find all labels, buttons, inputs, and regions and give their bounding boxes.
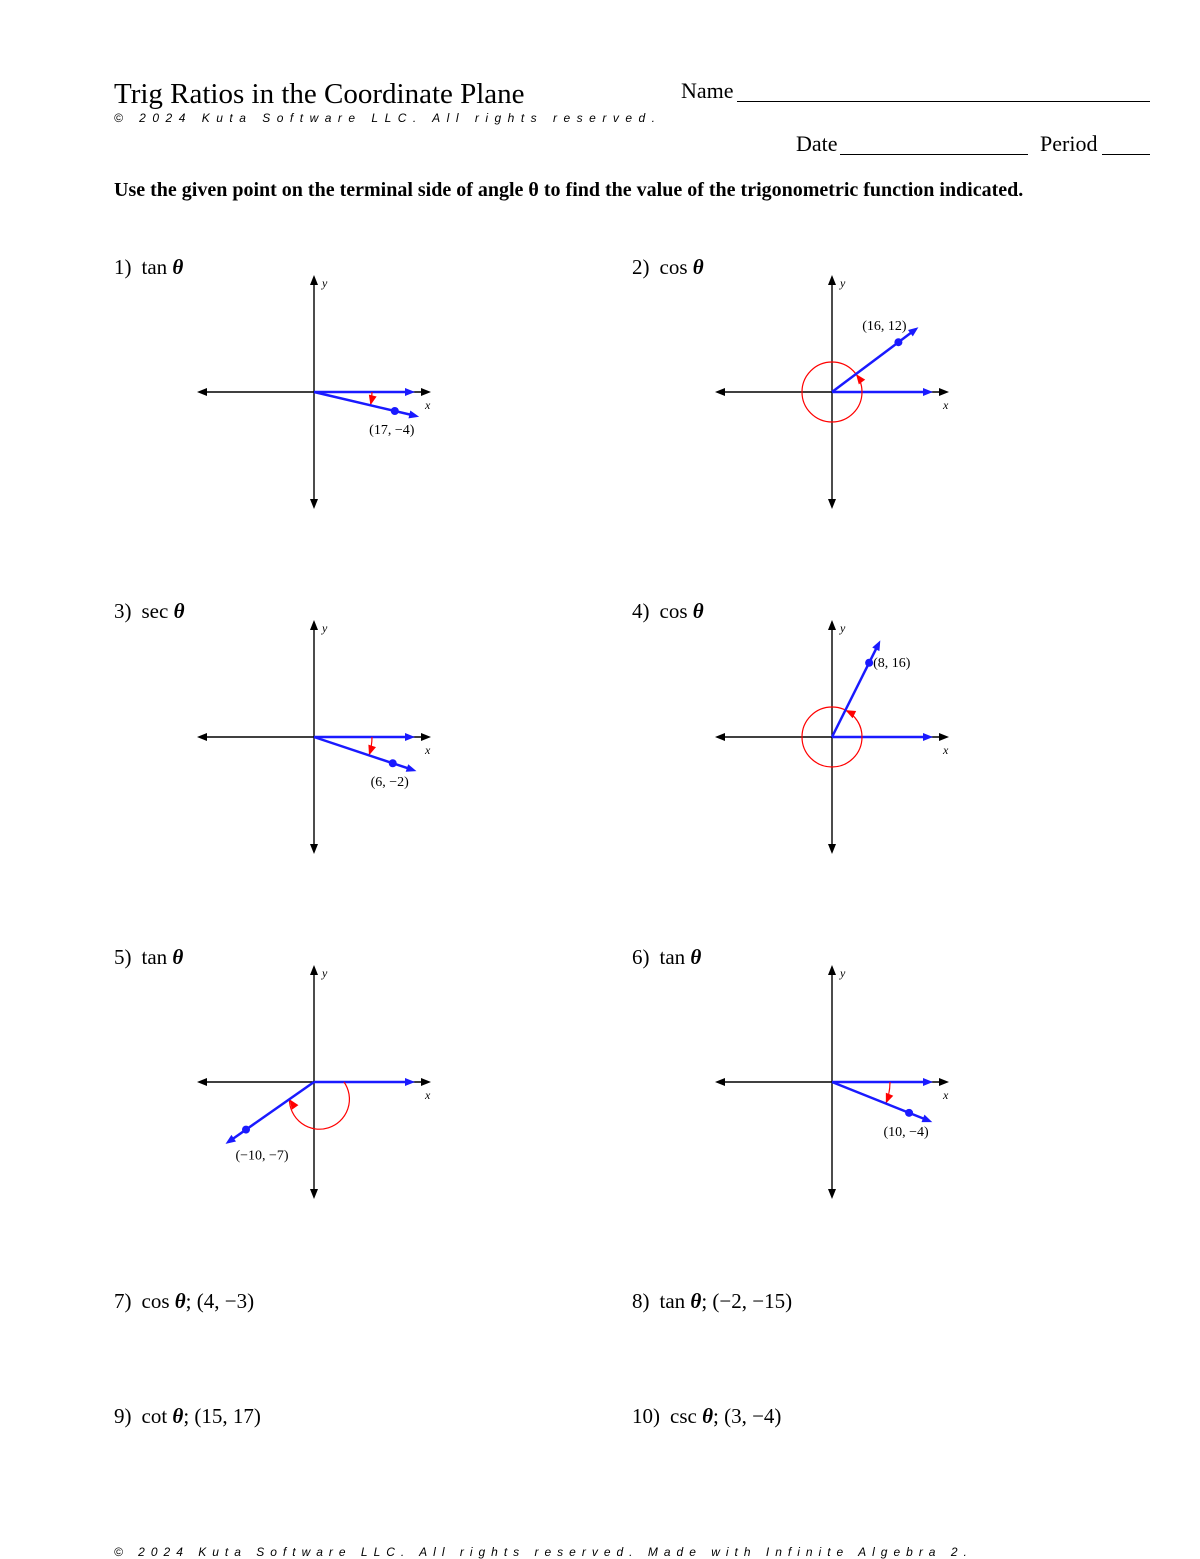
x-axis-label: x (943, 398, 949, 412)
y-axis-arrow-up (310, 620, 318, 630)
angle-arc-arrow (856, 374, 865, 384)
y-axis-arrow-down (310, 499, 318, 509)
x-axis-arrow-left (715, 1078, 725, 1086)
y-axis-label: y (840, 276, 846, 290)
theta-symbol: θ (692, 599, 704, 623)
y-axis-label: y (840, 966, 846, 980)
problem-number: 9) (114, 1404, 132, 1428)
footer-copyright: © 2024 Kuta Software LLC. All rights reserved. Made with Infinite Algebra 2. (114, 1545, 973, 1559)
initial-side-arrow (923, 1078, 933, 1086)
point-label: (10, −4) (883, 1124, 929, 1140)
initial-side-arrow (923, 733, 933, 741)
problem-7: 7) cos θ; (4, −3) (114, 1289, 255, 1313)
period-label: Period (1040, 131, 1098, 156)
problem-point: (−2, −15) (712, 1289, 793, 1313)
graph-problem-5 (189, 957, 439, 1207)
graph-problem-4 (707, 612, 957, 862)
theta-symbol: θ (173, 599, 185, 623)
problem-9: 9) cot θ; (15, 17) (114, 1404, 261, 1428)
instructions: Use the given point on the terminal side of angle θ to find the value of the trigonometric function indicated. (114, 179, 1024, 201)
problem-function: tan (141, 255, 168, 279)
terminal-side-arrow (872, 640, 880, 651)
terminal-point (865, 659, 873, 667)
y-axis-arrow-up (828, 965, 836, 975)
problem-number: 2) (632, 255, 650, 279)
problem-4-label (632, 599, 704, 624)
theta-symbol: θ (172, 255, 184, 279)
problem-number: 4) (632, 599, 650, 623)
problem-8: 8) tan θ; (−2, −15) (632, 1289, 793, 1313)
problem-function: cos (659, 599, 688, 623)
problem-number: 7) (114, 1289, 132, 1313)
terminal-side-arrow (406, 764, 417, 772)
problem-number: 10) (632, 1404, 660, 1428)
initial-side-arrow (405, 388, 415, 396)
problem-number: 5) (114, 945, 132, 969)
terminal-side-arrow (408, 411, 419, 419)
date-field-line[interactable] (840, 154, 1028, 155)
problem-function: cot (141, 1404, 168, 1428)
x-axis-arrow-right (421, 1078, 431, 1086)
x-axis-arrow-left (197, 388, 207, 396)
graph-problem-2 (707, 267, 957, 517)
problem-10: 10) csc θ; (3, −4) (632, 1404, 782, 1428)
point-label: (16, 12) (862, 319, 907, 335)
problem-point: (4, −3) (196, 1289, 255, 1313)
date-label: Date (796, 131, 838, 156)
problem-1-label (114, 255, 183, 280)
initial-side-arrow (405, 733, 415, 741)
theta-symbol: θ (174, 1289, 186, 1313)
terminal-point (391, 407, 399, 415)
y-axis-arrow-down (828, 499, 836, 509)
x-axis-label: x (425, 743, 431, 757)
copyright-notice: © 2024 Kuta Software LLC. All rights reserved. (114, 111, 662, 125)
x-axis-arrow-right (939, 388, 949, 396)
y-axis-arrow-up (828, 620, 836, 630)
graph-problem-6 (707, 957, 957, 1207)
problem-2-label (632, 255, 704, 280)
y-axis-arrow-up (310, 275, 318, 285)
problem-5-label (114, 945, 183, 970)
point-label: (17, −4) (369, 423, 415, 439)
x-axis-arrow-right (421, 733, 431, 741)
theta-symbol: θ (172, 1404, 184, 1428)
terminal-point (242, 1126, 250, 1134)
x-axis-arrow-left (715, 733, 725, 741)
x-axis-arrow-left (715, 388, 725, 396)
y-axis-label: y (322, 276, 328, 290)
problem-function: sec (141, 599, 169, 623)
x-axis-arrow-left (197, 1078, 207, 1086)
x-axis-label: x (943, 743, 949, 757)
angle-arc-arrow (369, 395, 377, 406)
problem-3-label (114, 599, 184, 624)
initial-side-arrow (405, 1078, 415, 1086)
problem-function: tan (659, 1289, 686, 1313)
x-axis-label: x (943, 1088, 949, 1102)
initial-side-arrow (923, 388, 933, 396)
theta-symbol: θ (702, 1404, 713, 1428)
theta-symbol: θ (690, 945, 702, 969)
problem-number: 1) (114, 255, 132, 279)
terminal-point (389, 759, 397, 767)
problem-number: 6) (632, 945, 650, 969)
y-axis-arrow-down (310, 844, 318, 854)
graph-problem-3 (189, 612, 439, 862)
problem-number: 8) (632, 1289, 650, 1313)
x-axis-label: x (425, 398, 431, 412)
theta-symbol: θ (690, 1289, 702, 1313)
point-label: (8, 16) (873, 655, 911, 671)
terminal-point (905, 1109, 913, 1117)
problem-function: tan (141, 945, 168, 969)
theta-symbol: θ (692, 255, 704, 279)
problem-function: tan (659, 945, 686, 969)
problem-function: cos (659, 255, 688, 279)
problem-6-label (632, 945, 701, 970)
point-label: (−10, −7) (235, 1148, 289, 1164)
x-axis-arrow-right (939, 1078, 949, 1086)
y-axis-arrow-down (310, 1189, 318, 1199)
x-axis-arrow-right (421, 388, 431, 396)
angle-arc (289, 1082, 349, 1129)
y-axis-label: y (322, 621, 328, 635)
y-axis-label: y (840, 621, 846, 635)
x-axis-label: x (425, 1088, 431, 1102)
graph-problem-1 (189, 267, 439, 517)
y-axis-arrow-up (828, 275, 836, 285)
angle-arc-arrow (886, 1093, 893, 1104)
angle-arc-arrow (368, 745, 376, 756)
x-axis-arrow-right (939, 733, 949, 741)
problem-function: csc (670, 1404, 697, 1428)
point-label: (6, −2) (370, 775, 409, 791)
problem-number: 3) (114, 599, 132, 623)
y-axis-label: y (322, 966, 328, 980)
name-label: Name (681, 78, 734, 103)
name-field-line[interactable] (737, 101, 1150, 102)
worksheet-title: Trig Ratios in the Coordinate Plane (114, 78, 525, 110)
problem-point: (3, −4) (724, 1404, 782, 1428)
period-field-line[interactable] (1102, 154, 1150, 155)
y-axis-arrow-down (828, 844, 836, 854)
y-axis-arrow-up (310, 965, 318, 975)
problem-point: (15, 17) (194, 1404, 261, 1428)
terminal-side-arrow (922, 1115, 933, 1122)
theta-symbol: θ (172, 945, 184, 969)
x-axis-arrow-left (197, 733, 207, 741)
terminal-point (894, 338, 902, 346)
y-axis-arrow-down (828, 1189, 836, 1199)
problem-function: cos (141, 1289, 170, 1313)
